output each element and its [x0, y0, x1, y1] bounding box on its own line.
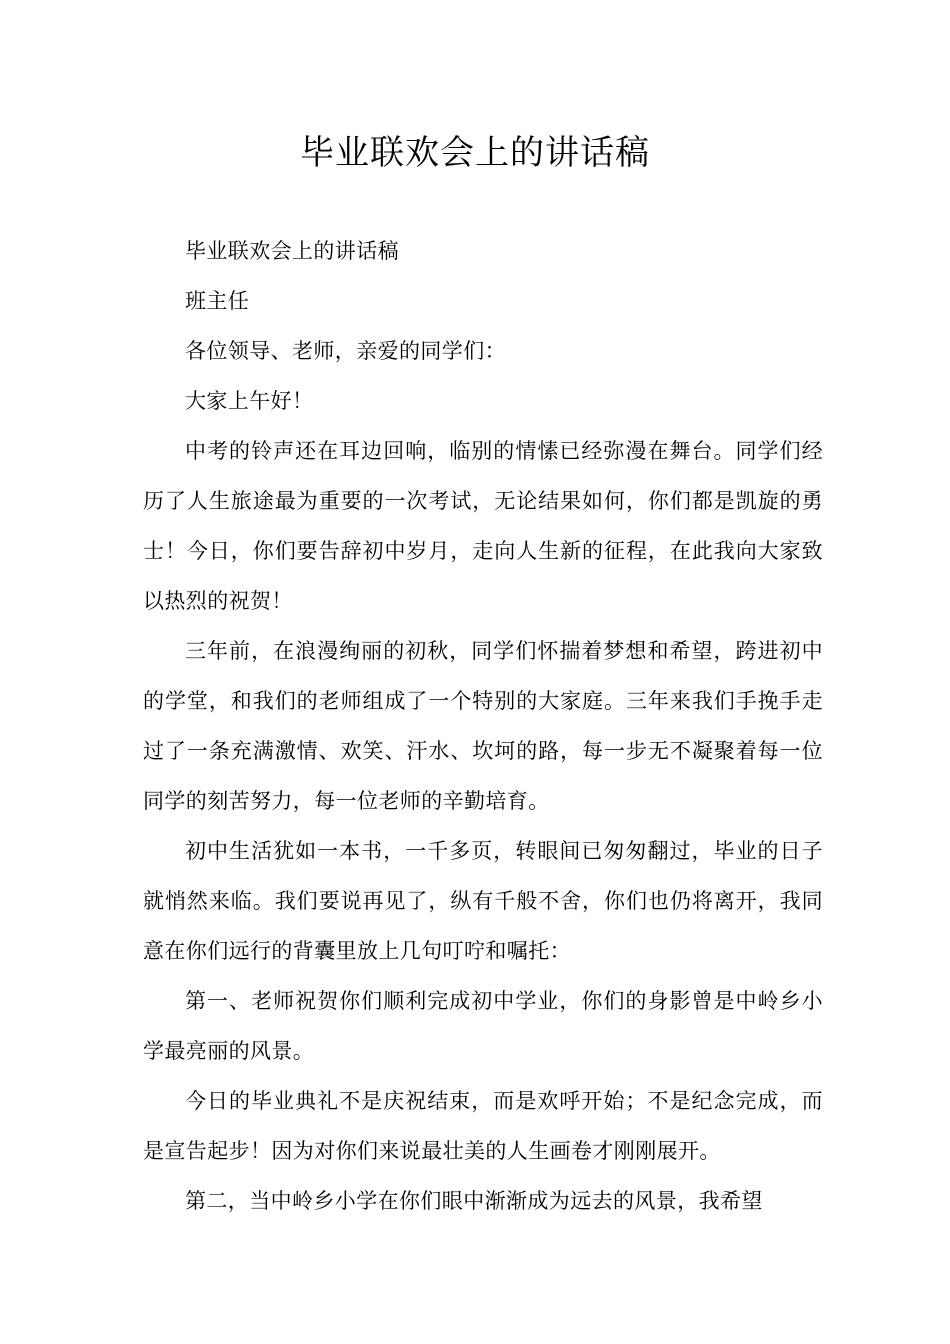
paragraph-subtitle: 毕业联欢会上的讲话稿 [185, 239, 399, 263]
paragraph-body: 第一、老师祝贺你们顺利完成初中学业，你们的身影曾是中岭乡小学最亮丽的风景。 [143, 989, 823, 1063]
paragraph-body: 三年前，在浪漫绚丽的初秋，同学们怀揣着梦想和希望，跨进初中的学堂，和我们的老师组成了一个特别的大家庭。三年来我们手挽手走过了一条充满激情、欢笑、汗水、坎坷的路，每一步无不凝聚着每一位同学的刻苦努力，每一位老师的辛勤培育。 [143, 639, 823, 813]
paragraph-author: 班主任 [185, 289, 250, 313]
paragraph-body: 初中生活犹如一本书，一千多页，转眼间已匆匆翻过，毕业的日子就悄然来临。我们要说再见了，纵有千般不舍，你们也仍将离开，我同意在你们远行的背囊里放上几句叮咛和嘱托： [143, 839, 823, 963]
paragraph-body: 第二，当中岭乡小学在你们眼中渐渐成为远去的风景，我希望 [185, 1189, 763, 1213]
paragraph-body: 中考的铃声还在耳边回响，临别的情愫已经弥漫在舞台。同学们经历了人生旅途最为重要的一次考试，无论结果如何，你们都是凯旋的勇士！今日，你们要告辞初中岁月，走向人生新的征程，在此我向大家致以热烈的祝贺！ [143, 439, 823, 613]
document-title: 毕业联欢会上的讲话稿 [300, 133, 650, 173]
paragraph-salutation: 各位领导、老师，亲爱的同学们： [185, 339, 506, 363]
document-body [143, 226, 823, 1226]
paragraph-body: 今日的毕业典礼不是庆祝结束，而是欢呼开始；不是纪念完成，而是宣告起步！因为对你们来说最壮美的人生画卷才刚刚展开。 [143, 1089, 823, 1163]
paragraph-greeting: 大家上午好！ [185, 389, 314, 413]
